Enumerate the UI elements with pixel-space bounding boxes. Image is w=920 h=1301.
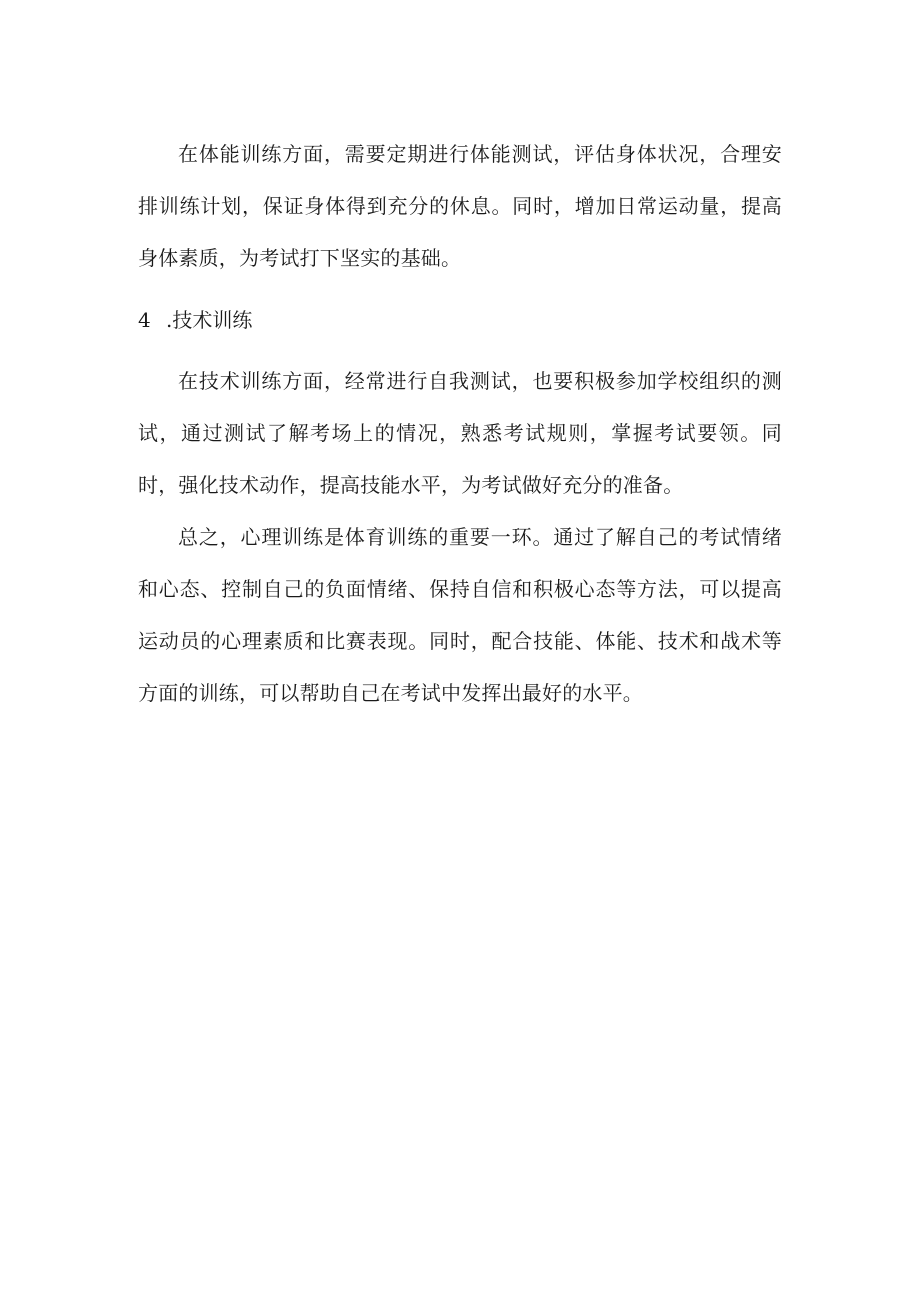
section-title: .技术训练 bbox=[166, 308, 253, 332]
paragraph-technical-training: 在技术训练方面，经常进行自我测试，也要积极参加学校组织的测试，通过测试了解考场上的情况，熟悉考试规则，掌握考试要领。同时，强化技术动作，提高技能水平，为考试做好充分的准备。 bbox=[138, 369, 782, 497]
paragraph-physical-training: 在体能训练方面，需要定期进行体能测试，评估身体状况，合理安排训练计划，保证身体得到充分的休息。同时，增加日常运动量，提高身体素质，为考试打下坚实的基础。 bbox=[138, 142, 782, 270]
section-number: 4 bbox=[138, 308, 151, 332]
paragraph-conclusion: 总之，心理训练是体育训练的重要一环。通过了解自己的考试情绪和心态、控制自己的负面情绪、保持自信和积极心态等方法，可以提高运动员的心理素质和比赛表现。同时，配合技能、体能、技术和战术等方面的训练，可以帮助自己在考试中发挥出最好的水平。 bbox=[138, 525, 782, 705]
document-body bbox=[138, 128, 782, 719]
section-heading-technical-training bbox=[138, 294, 782, 346]
